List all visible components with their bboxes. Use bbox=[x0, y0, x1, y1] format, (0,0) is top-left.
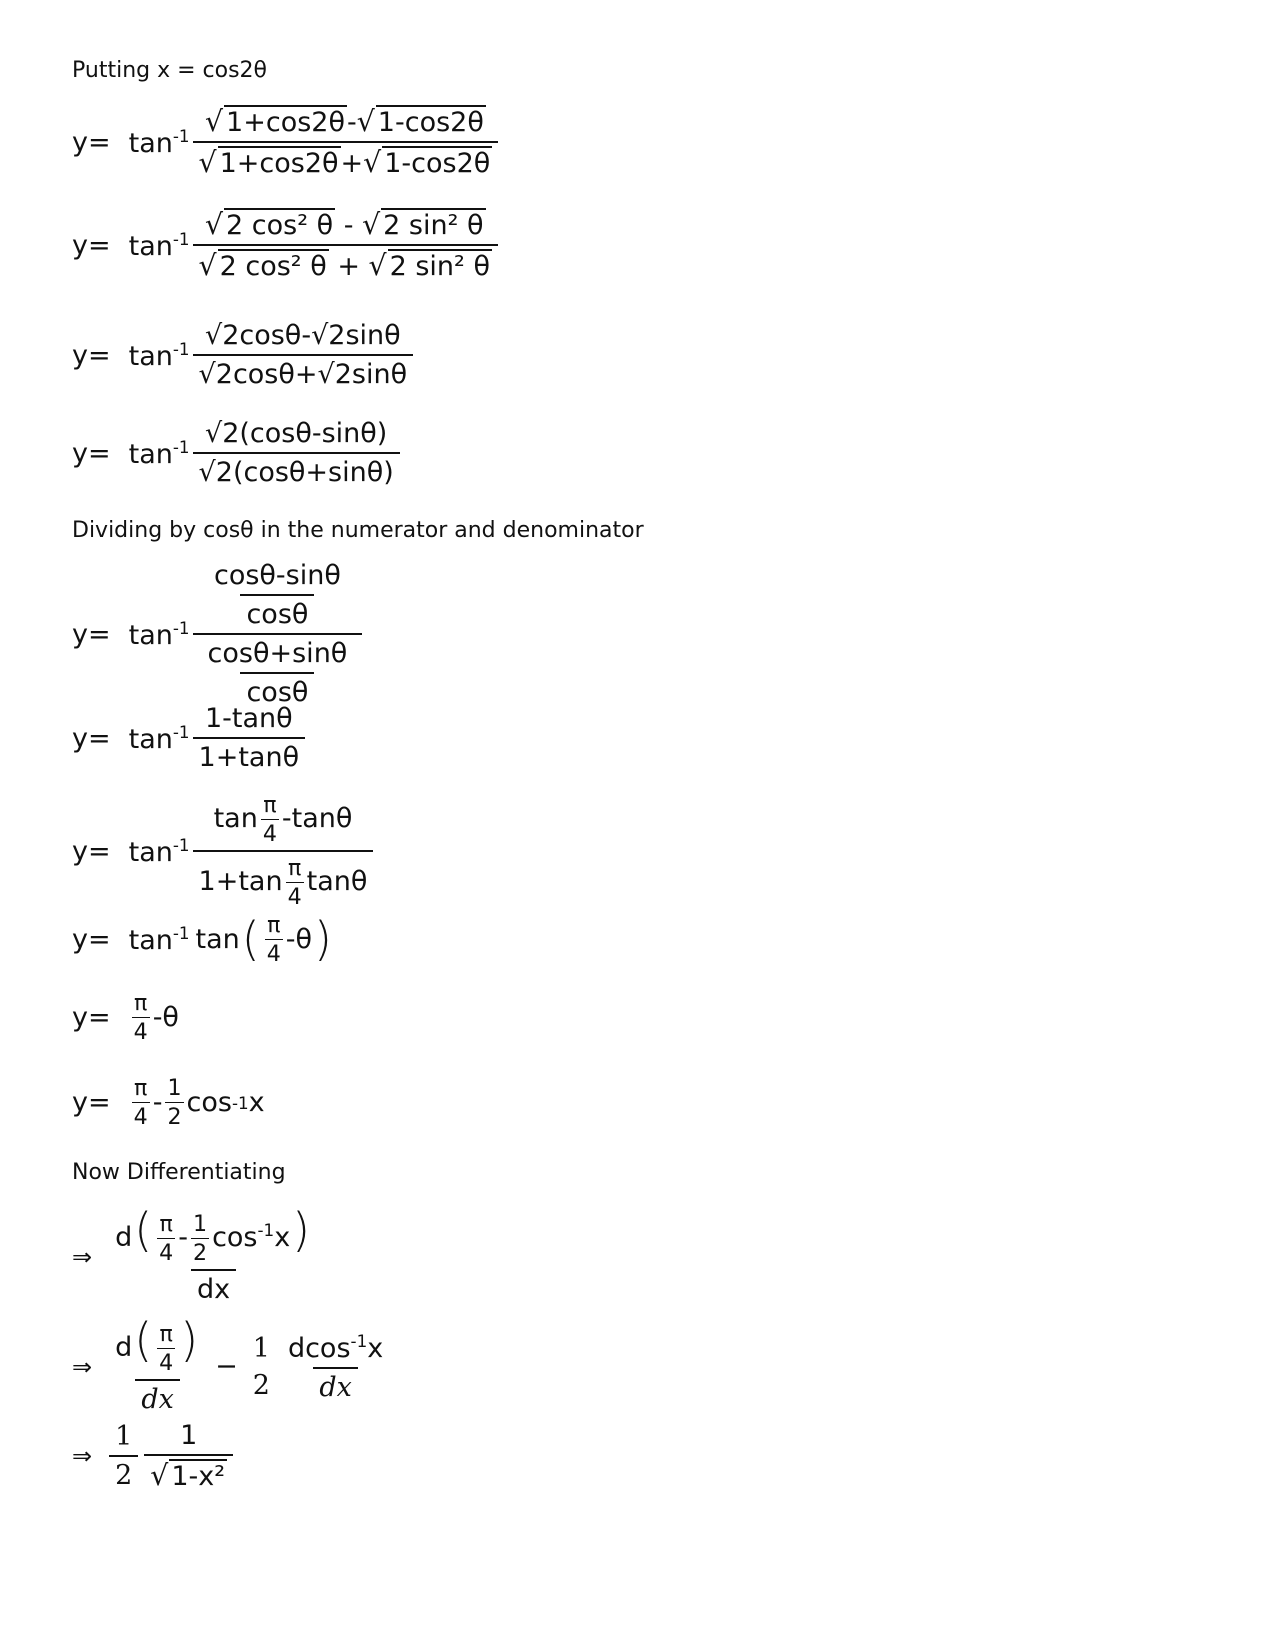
equation-4: y= $\tan^{-1}$ $\frac{√2(\cos\theta-\sin\theta)}{√2(\cos\theta+\sin\theta)}$ bbox=[72, 418, 403, 488]
tan-inverse: $\tan^{-1}$ bbox=[128, 125, 190, 159]
equation-9: y= $\frac{\pi}{4}$ -θ bbox=[72, 990, 179, 1045]
text-putting: Putting x = cos2θ bbox=[72, 58, 268, 83]
equation-10: y= $\frac{\pi}{4}$ - $\frac{1}{2}$ cos -1 x bbox=[72, 1075, 265, 1130]
equation-7: y= $\tan^{-1}$ tan $\frac{\pi}{4}$ -tanθ 1+tan $\frac{\pi}{4}$ tanθ bbox=[72, 792, 376, 910]
text-dividing: Dividing by cosθ in the numerator and denominator bbox=[72, 518, 644, 543]
equation-1 bbox=[72, 105, 501, 179]
equation-2: y= $\tan^{-1}$ √ 2 cos² θ - √ 2 sin² θ √ 2 cos² θ + √ 2 sin² θ bbox=[72, 208, 501, 282]
equation-8: y= $\tan^{-1}$ tan ( $\frac{\pi}{4}$ -θ ) bbox=[72, 911, 332, 967]
equation-5: y= $\tan^{-1}$ $\frac{\frac{\cos\theta-\sin\theta}{\cos\theta}}{\frac{\cos\theta+\sin\theta}{\cos\theta}}$ bbox=[72, 560, 365, 708]
equation-12: ⇒ d( $\frac{\pi}{4}$ ) dx − 1 2 $\frac{dcos^{-1}x}{dx}$ bbox=[72, 1313, 384, 1415]
text-now-differentiating: Now Differentiating bbox=[72, 1160, 286, 1185]
equation-11: ⇒ d( $\frac{\pi}{4}$ - $\frac{1}{2}$ $\cos^{-1}x$) dx bbox=[72, 1203, 311, 1305]
equation-3: y= $\tan^{-1}$ $\frac{√2\cos\theta-√2\sin\theta}{√2\cos\theta+√2\sin\theta}$ bbox=[72, 320, 416, 390]
y-label: y= bbox=[72, 126, 111, 158]
fraction: √ 1+cos2θ - √ 1-cos2θ √ 1+cos2θ + √ 1-cos2θ bbox=[193, 105, 499, 179]
equation-13: ⇒ $\frac{1}{2}$ 1 √ 1-x² bbox=[72, 1420, 236, 1492]
equation-6: y= $\tan^{-1}$ $\frac{1-\tan\theta}{1+\tan\theta}$ bbox=[72, 703, 308, 773]
